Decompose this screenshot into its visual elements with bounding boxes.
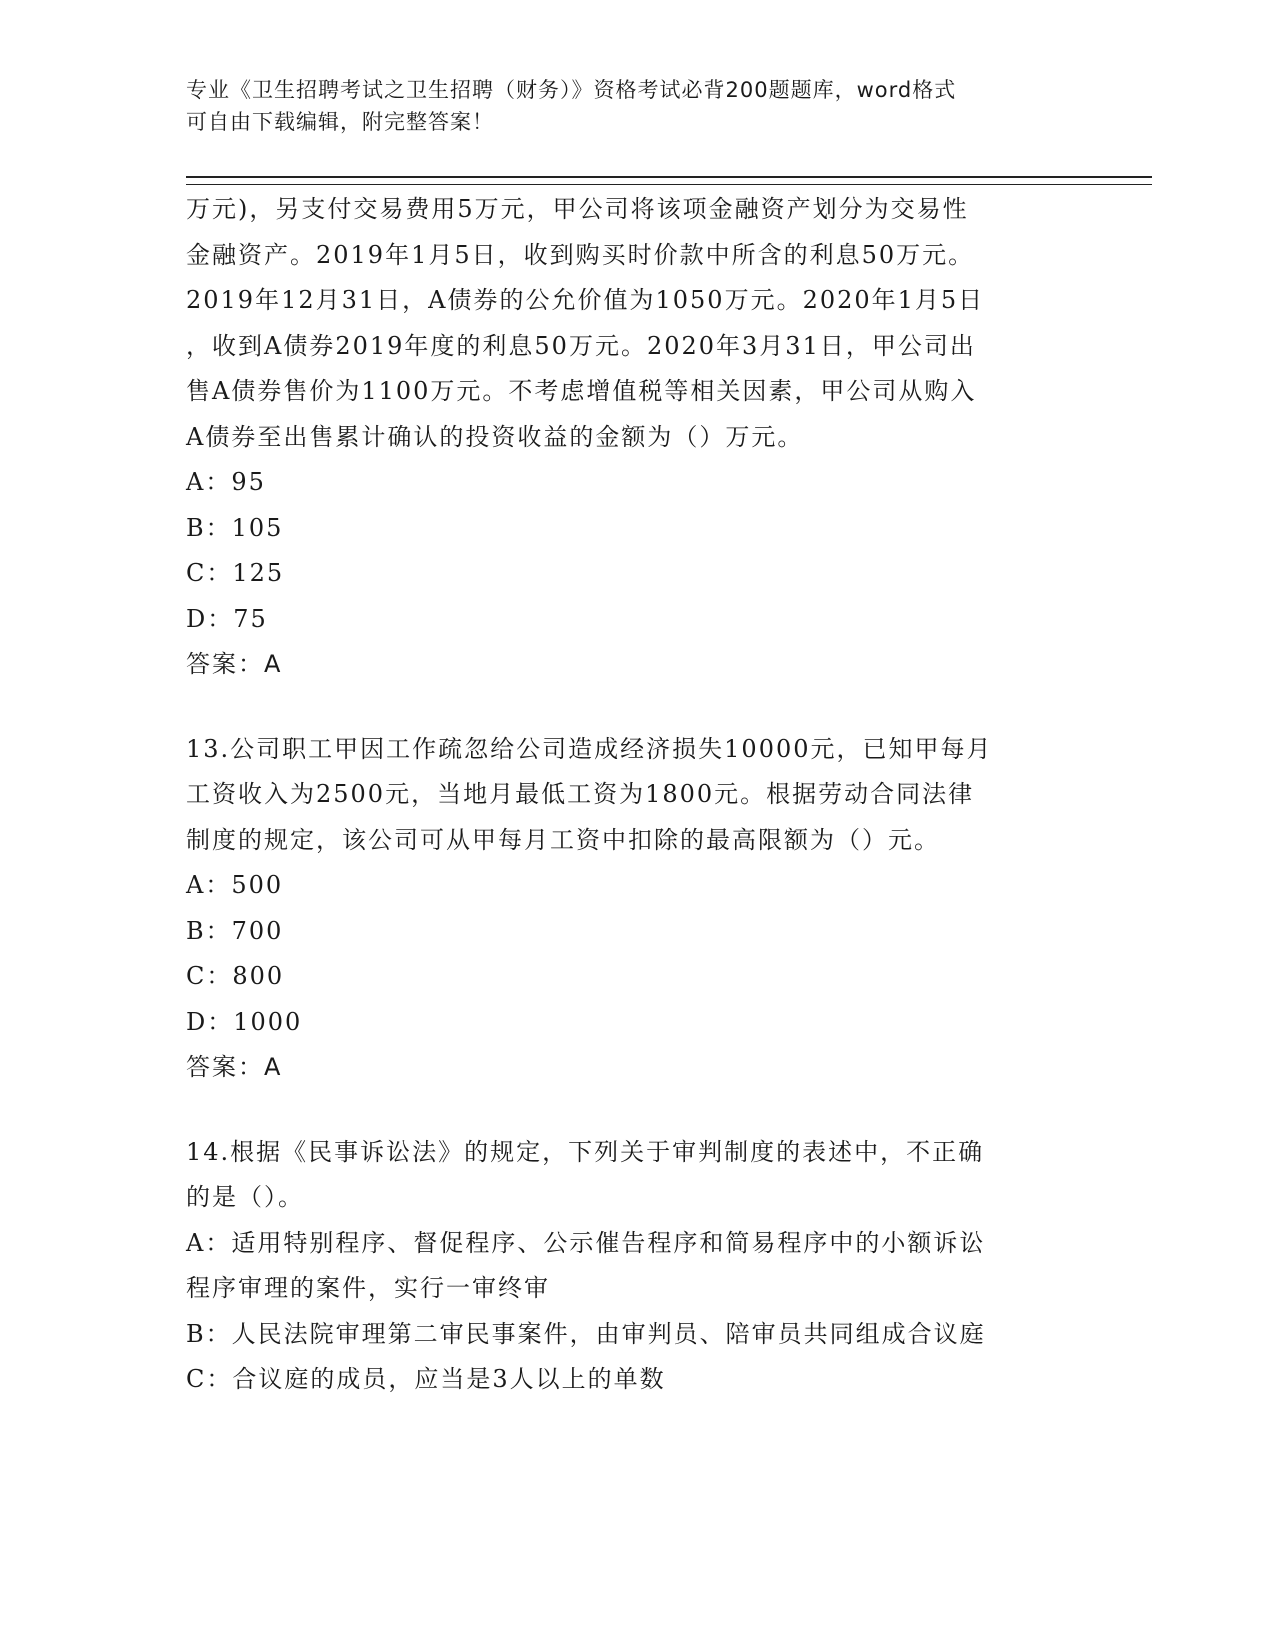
question-text-line: ，收到A债券2019年度的利息50万元。2020年3月31日，甲公司出: [186, 331, 976, 360]
option-b: B：人民法院审理第二审民事案件，由审判员、陪审员共同组成合议庭: [186, 1319, 986, 1348]
option-d: D：1000: [186, 1007, 303, 1036]
question-12: [186, 187, 1086, 688]
option-c: C：800: [186, 962, 285, 990]
spacer: [186, 1091, 1086, 1130]
option-a: A：适用特别程序、督促程序、公示催告程序和简易程序中的小额诉讼: [186, 1228, 986, 1257]
option-b: B：700: [186, 916, 284, 945]
question-text-line: 制度的规定，该公司可从甲每月工资中扣除的最高限额为（）元。: [186, 825, 940, 854]
question-text-line: 工资收入为2500元，当地月最低工资为1800元。根据劳动合同法律: [186, 780, 975, 808]
header-title-line-2: 可自由下载编辑，附完整答案！: [186, 110, 494, 134]
spacer: [186, 688, 1086, 727]
question-text-line: 万元)，另支付交易费用5万元，甲公司将该项金融资产划分为交易性: [186, 195, 969, 223]
option-c: C：合议庭的成员，应当是3人以上的单数: [186, 1365, 666, 1393]
question-14: [186, 1130, 1086, 1403]
question-text-line: 2019年12月31日，A债券的公允价值为1050万元。2020年1月5日: [186, 286, 985, 314]
question-text-line: 的是（）。: [186, 1183, 304, 1211]
option-b: B：105: [186, 513, 284, 542]
question-text-line: 14.根据《民事诉讼法》的规定，下列关于审判制度的表述中，不正确: [186, 1137, 985, 1166]
answer-label: 答案：A: [186, 1053, 283, 1081]
page-header: [186, 74, 1086, 138]
option-c: C：125: [186, 559, 285, 587]
option-a: A：500: [186, 871, 284, 899]
document-body: [186, 187, 1086, 1403]
answer-label: 答案：A: [186, 650, 283, 678]
header-title-line-1: 专业《卫生招聘考试之卫生招聘（财务）》资格考试必背200题题库，word格式: [186, 78, 957, 102]
question-text-line: 金融资产。2019年1月5日，收到购买时价款中所含的利息50万元。: [186, 240, 975, 269]
header-divider: [186, 176, 1152, 185]
option-d: D：75: [186, 604, 268, 633]
question-13: [186, 727, 1086, 1091]
question-text-line: A债券至出售累计确认的投资收益的金额为（）万元。: [186, 422, 804, 451]
question-text-line: 13.公司职工甲因工作疏忽给公司造成经济损失10000元，已知甲每月: [186, 734, 993, 763]
question-text-line: 售A债券售价为1100万元。不考虑增值税等相关因素，甲公司从购入: [186, 377, 977, 405]
option-a: A：95: [186, 468, 266, 496]
option-a-continued: 程序审理的案件，实行一审终审: [186, 1274, 550, 1302]
